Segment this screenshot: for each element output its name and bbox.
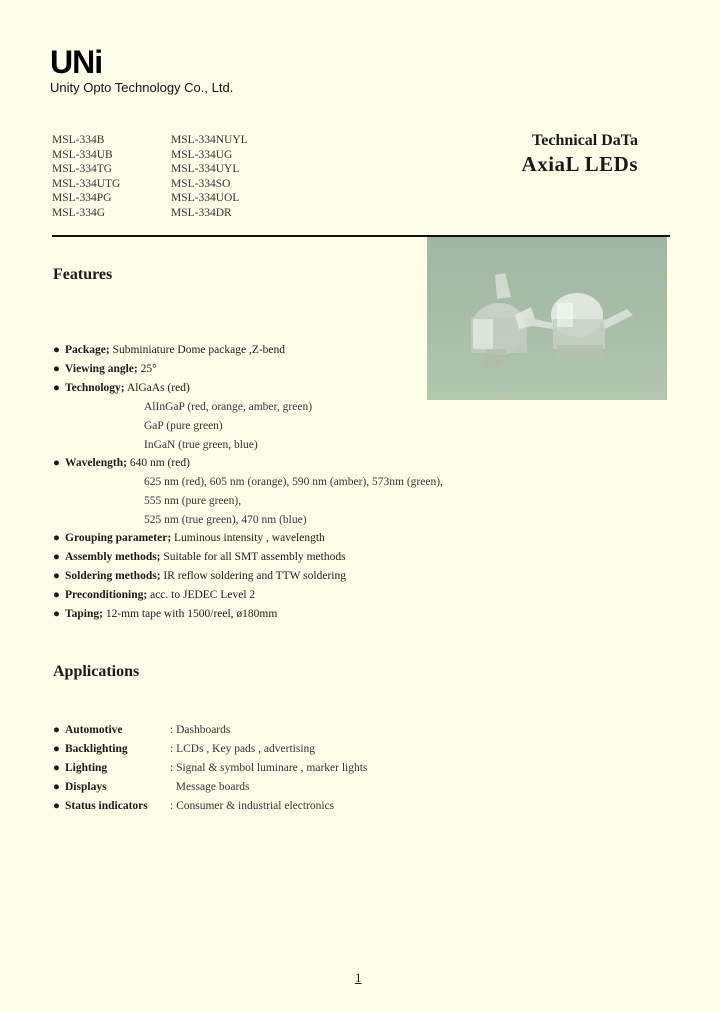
bullet-icon: ● (53, 743, 60, 755)
model-item: MSL-334UTG (52, 177, 121, 190)
company-logo: UNi (50, 44, 103, 80)
company-name: Unity Opto Technology Co., Ltd. (50, 80, 234, 95)
application-item (53, 743, 315, 755)
feature-item (53, 551, 346, 563)
led-photo-illustration (427, 237, 667, 400)
application-text: : Dashboards (170, 724, 231, 736)
bullet-icon: ● (53, 457, 60, 469)
model-item: MSL-334B (52, 134, 105, 146)
application-label: Automotive (65, 724, 123, 736)
document-type-title: Technical DaTa (532, 132, 638, 149)
model-column-2 (171, 133, 248, 221)
feature-text: acc. to JEDEC Level 2 (150, 589, 256, 601)
feature-label: Viewing angle; (65, 363, 138, 375)
model-item: MSL-334UYL (171, 163, 240, 176)
feature-text: 25° (140, 363, 157, 375)
application-item (53, 762, 367, 774)
bullet-icon: ● (53, 724, 60, 736)
bullet-icon: ● (53, 608, 60, 620)
feature-label: Package; (65, 344, 110, 356)
bullet-icon: ● (53, 382, 60, 394)
product-title: AxiaL LEDs (521, 152, 638, 176)
application-item (53, 781, 250, 793)
applications-heading: Applications (53, 663, 140, 680)
feature-text: AlGaAs (red) (126, 382, 190, 394)
page-number: 1 (355, 970, 362, 985)
application-item (53, 800, 334, 812)
feature-item (53, 570, 346, 582)
feature-item (53, 363, 157, 375)
feature-continuation: 525 nm (true green), 470 nm (blue) (144, 514, 307, 526)
feature-item (53, 589, 255, 601)
model-item: MSL-334G (52, 206, 106, 219)
application-label: Displays (65, 781, 107, 793)
model-column-1 (52, 133, 120, 221)
bullet-icon: ● (53, 551, 60, 563)
application-label: Lighting (65, 762, 108, 774)
application-text: : Consumer & industrial electronics (170, 800, 335, 812)
feature-item (53, 382, 190, 394)
feature-text: 640 nm (red) (129, 457, 190, 469)
application-text: : Signal & symbol luminare , marker lights (170, 762, 368, 774)
product-photo (427, 237, 667, 400)
bullet-icon: ● (53, 589, 60, 601)
application-item (53, 724, 230, 736)
bullet-icon: ● (53, 532, 60, 544)
feature-item (53, 457, 190, 469)
model-item: MSL-334NUYL (171, 134, 248, 146)
bullet-icon: ● (53, 762, 60, 774)
bullet-icon: ● (53, 363, 60, 375)
model-item: MSL-334UB (52, 148, 113, 161)
feature-text: IR reflow soldering and TTW soldering (163, 570, 346, 582)
bullet-icon: ● (53, 570, 60, 582)
application-label: Status indicators (65, 800, 148, 812)
feature-item (53, 344, 285, 356)
feature-continuation: 625 nm (red), 605 nm (orange), 590 nm (amber), 573nm (green), (144, 476, 443, 488)
model-item: MSL-334DR (171, 206, 232, 219)
model-item: MSL-334TG (52, 163, 113, 176)
feature-item (53, 608, 277, 620)
model-item: MSL-334UG (171, 148, 233, 161)
feature-continuation: AlInGaP (red, orange, amber, green) (144, 401, 313, 413)
feature-label: Taping; (65, 608, 103, 620)
feature-label: Soldering methods; (65, 570, 161, 582)
model-item: MSL-334PG (52, 192, 112, 205)
feature-text: Suitable for all SMT assembly methods (163, 551, 346, 563)
model-item: MSL-334SO (171, 177, 231, 190)
features-heading: Features (53, 266, 113, 283)
feature-continuation: 555 nm (pure green), (144, 495, 242, 507)
feature-label: Preconditioning; (65, 589, 148, 601)
application-label: Backlighting (65, 743, 128, 755)
model-item: MSL-334UOL (171, 192, 240, 205)
feature-item (53, 532, 325, 544)
feature-label: Technology; (65, 382, 125, 394)
feature-continuation: InGaN (true green, blue) (144, 439, 258, 451)
bullet-icon: ● (53, 344, 60, 356)
feature-text: Subminiature Dome package ,Z-bend (112, 344, 286, 356)
feature-text: Luminous intensity , wavelength (174, 532, 325, 544)
bullet-icon: ● (53, 781, 60, 793)
feature-label: Assembly methods; (65, 551, 161, 563)
feature-continuation: GaP (pure green) (144, 420, 223, 432)
feature-label: Wavelength; (65, 457, 127, 469)
bullet-icon: ● (53, 800, 60, 812)
application-text: : LCDs , Key pads , advertising (170, 743, 316, 755)
feature-label: Grouping parameter; (65, 532, 172, 544)
application-text: Message boards (170, 781, 250, 793)
feature-text: 12-mm tape with 1500/reel, ø180mm (105, 608, 278, 620)
